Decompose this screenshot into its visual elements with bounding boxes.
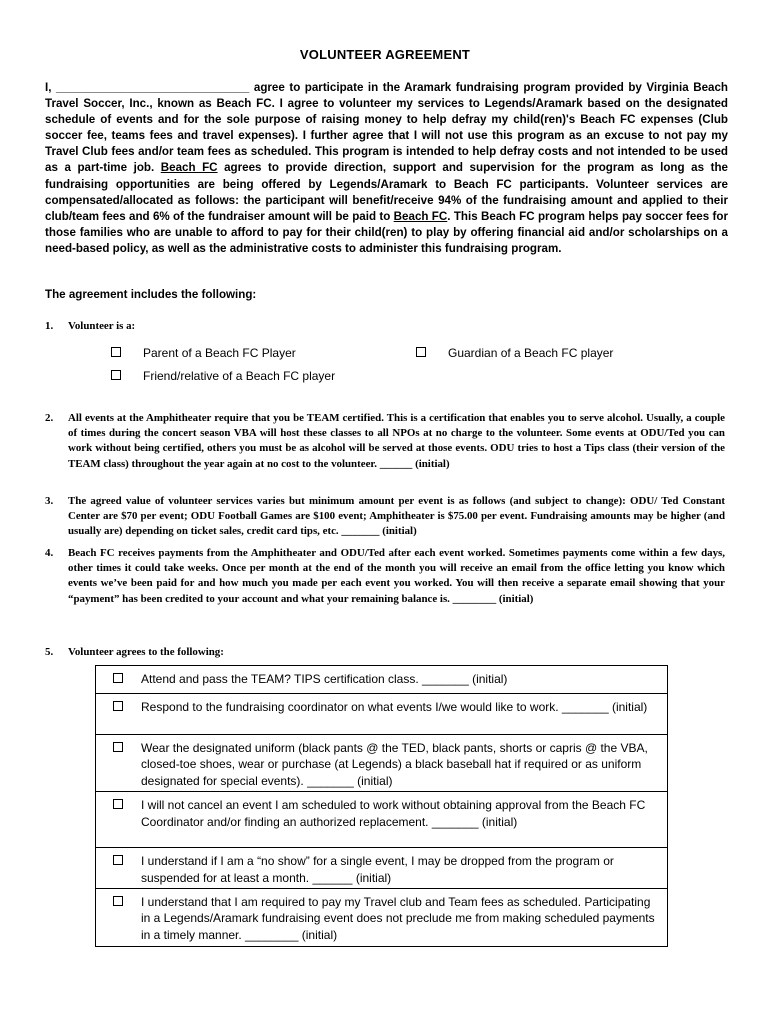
item-3 (45, 494, 725, 540)
option-friend-label: Friend/relative of a Beach FC player (143, 369, 336, 383)
option-guardian-label: Guardian of a Beach FC player (448, 346, 614, 360)
checkbox-icon[interactable] (113, 896, 123, 906)
table-row (96, 889, 668, 947)
option-guardian[interactable] (416, 346, 613, 360)
intro-text-3: . This Beach FC program helps pay soccer fees for those families who are unable to afford to pay for their child(ren) to play by offering financial aid and/or scholarships on a need-based policy, as well as the administrative costs to administer this fundraising program. (45, 209, 728, 255)
intro-paragraph (45, 80, 728, 257)
checklist-text: I will not cancel an event I am scheduled to work without obtaining approval from the Beach FC Coordinator and/or finding an authorized replacement. _______ (initial) (141, 798, 646, 829)
checklist-text: Wear the designated uniform (black pants @ the TED, black pants, shorts or capris @ the VBA, closed-toe shoes, wear or purchase (at Legends) a black baseball hat if required or as uniform designated for special events). _______ (initial) (141, 741, 648, 788)
item-1 (45, 319, 725, 334)
item-5-heading: Volunteer agrees to the following: (68, 646, 224, 658)
checkbox-icon[interactable] (113, 799, 123, 809)
item-2-number: 2. (45, 412, 54, 424)
agreement-heading: The agreement includes the following: (45, 288, 257, 301)
table-row (96, 848, 668, 889)
checkbox-icon[interactable] (416, 347, 426, 357)
checklist-text: I understand if I am a “no show” for a single event, I may be dropped from the program or suspended for at least a month. ______ (initial) (141, 854, 614, 885)
item-1-number: 1. (45, 320, 54, 332)
table-row (96, 694, 668, 735)
table-cell (96, 848, 668, 889)
beach-fc-underlined-2: Beach FC (393, 209, 448, 223)
checkbox-icon[interactable] (113, 742, 123, 752)
item-4-text: Beach FC receives payments from the Amphitheater and ODU/Ted after each event worked. Sometimes payments come within a few days, other times it could take weeks. Once per month at the end of the month you will receive an email from the office letting you know which events we’ve been paid for and how much you made per each event you worked. You will then receive a separate email showing that your “payment” has been credited to your account and what your remaining balance is. ________ (initial) (68, 547, 725, 605)
item-2 (45, 411, 725, 472)
table-cell (96, 694, 668, 735)
checkbox-icon[interactable] (111, 347, 121, 357)
checkbox-icon[interactable] (113, 673, 123, 683)
checkbox-icon[interactable] (113, 855, 123, 865)
table-cell (96, 792, 668, 848)
item-3-text: The agreed value of volunteer services varies but minimum amount per event is as follows (and subject to change): ODU/ Ted Constant Center are $70 per event; ODU Football Games are $100 event; Amphitheater is $75.00 per event. Fundraising amounts may be higher (and usually are) depending on ticket sales, credit card tips, etc. _______ (initial) (68, 495, 725, 538)
checkbox-icon[interactable] (113, 701, 123, 711)
checkbox-icon[interactable] (111, 370, 121, 380)
table-row (96, 666, 668, 694)
document-title: VOLUNTEER AGREEMENT (299, 47, 471, 62)
intro-text-2: agrees to provide direction, support and supervision for the program as long as the fundraising opportunities are being offered by Legends/Aramark to Beach FC participants. Volunteer services are compensated/allocated as follows: the participant will benefit/receive 94% of the fundraising amount and applied to their club/team fees and 6% of the fundraiser amount will be paid to (45, 161, 728, 223)
checklist-text: I understand that I am required to pay my Travel club and Team fees as scheduled. Participating in a Legends/Aramark fundraising event does not preclude me from making scheduled payments in a timely manner. ________ (initial) (141, 895, 655, 942)
checklist-text: Respond to the fundraising coordinator on what events I/we would like to work. _______ (initial) (141, 700, 648, 714)
table-cell (96, 666, 668, 694)
item-5-number: 5. (45, 646, 54, 658)
intro-text-1: I, ______________________________ agree to participate in the Aramark fundraising program provided by Virginia Beach Travel Soccer, Inc., known as Beach FC. I agree to volunteer my services to Legends/Aramark based on the designated schedule of events and for the sole purpose of raising money to help defray my child(ren)'s Beach FC expenses (Club soccer fee, teams fees and travel expenses). I further agree that I will not use this program as an excuse to not pay my Travel Club fees and/or team fees as scheduled. This program is intended to help defray costs and not intended to be used as a part-time job. (45, 81, 728, 175)
item-1-heading: Volunteer is a: (68, 320, 136, 332)
table-cell (96, 735, 668, 792)
item-3-number: 3. (45, 495, 54, 507)
checklist-text: Attend and pass the TEAM? TIPS certification class. _______ (initial) (141, 672, 508, 686)
option-friend[interactable] (111, 369, 335, 383)
table-row (96, 792, 668, 848)
table-cell (96, 889, 668, 947)
table-row (96, 735, 668, 792)
item-4 (45, 546, 725, 607)
item-4-number: 4. (45, 547, 54, 559)
option-parent[interactable] (111, 346, 296, 360)
option-parent-label: Parent of a Beach FC Player (143, 346, 296, 360)
item-2-text: All events at the Amphitheater require that you be TEAM certified. This is a certification that enables you to serve alcohol. Usually, a couple of times during the concert season VBA will host these classes to all NPOs at no charge to the volunteer. Some events at ODU/Ted you can work without being certified, others you must be as alcohol will be served at those events. ODU tries to host a Tips class (their version of the TEAM class) throughout the year again at no cost to the volunteer. ______ (initial) (68, 412, 725, 470)
agreement-checklist-table (95, 665, 668, 947)
beach-fc-underlined-1: Beach FC (160, 161, 218, 175)
item-5 (45, 645, 725, 660)
